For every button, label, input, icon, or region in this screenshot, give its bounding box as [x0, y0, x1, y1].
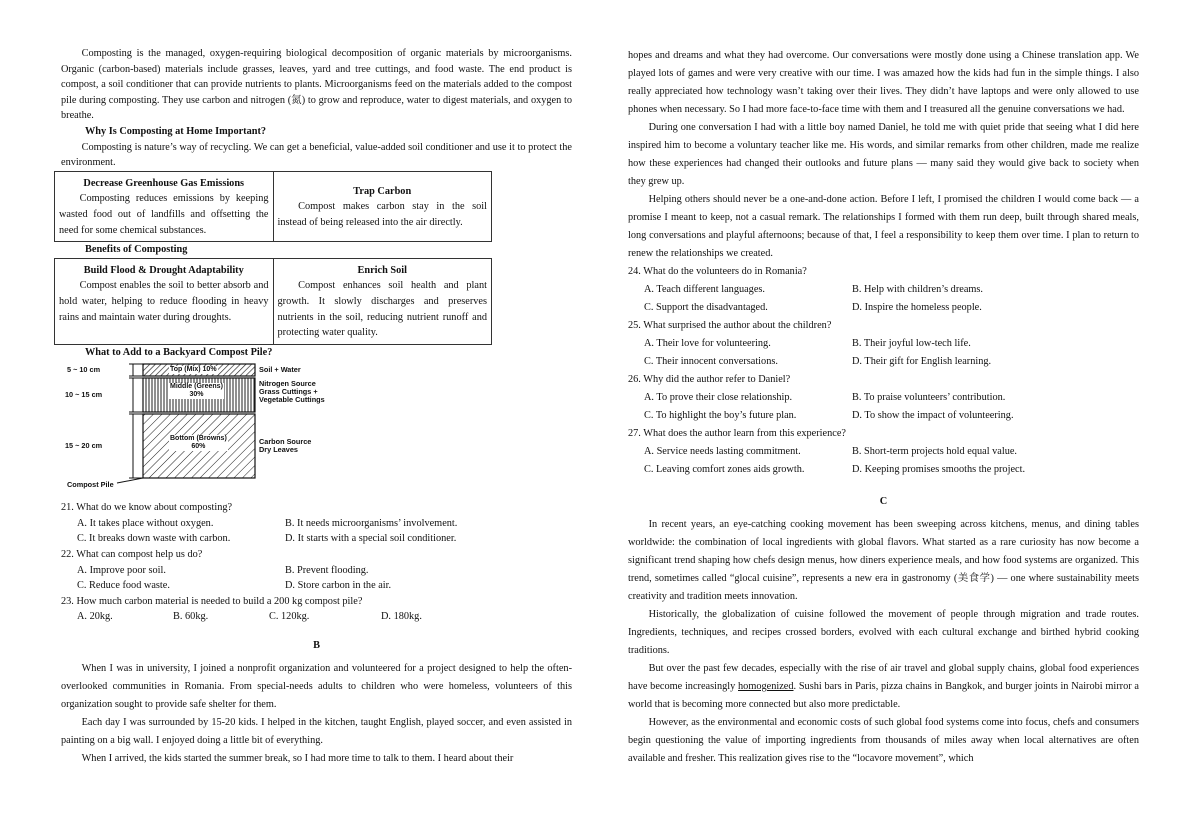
question-22 — [61, 547, 572, 594]
question-21-option-c[interactable]: C. It breaks down waste with carbon. — [77, 533, 231, 545]
emissions-text: Composting reduces emissions by keeping wasted food out of landfills and offsetting the need for some chemical substances. — [59, 193, 269, 236]
enrich-soil-title: Enrich Soil — [357, 264, 407, 276]
question-26-option-d[interactable]: D. To show the impact of volunteering. — [852, 410, 1014, 421]
nitrogen-source-title: Nitrogen Source — [259, 379, 316, 389]
nitrogen-source-item-2: Vegetable Cuttings — [259, 395, 325, 405]
question-23-option-b[interactable]: B. 60kg. — [173, 611, 209, 623]
layer-top-label: Top (Mix) 10% — [170, 366, 217, 374]
question-22-option-d[interactable]: D. Store carbon in the air. — [285, 580, 392, 592]
question-26-stem: 26. Why did the author refer to Daniel? — [628, 374, 791, 385]
question-27-option-a[interactable]: A. Service needs lasting commitment. — [644, 446, 801, 457]
question-27 — [628, 425, 1139, 479]
soil-water-label: Soil + Water — [259, 365, 301, 375]
question-24-option-c[interactable]: C. Support the disadvantaged. — [644, 302, 768, 313]
left-column — [61, 46, 572, 768]
why-paragraph: Composting is nature’s way of recycling. We can get a beneficial, value-added soil conditioner and use it to protect the environment. — [61, 141, 572, 169]
benefits-heading: Benefits of Composting — [85, 244, 188, 256]
question-25-option-a[interactable]: A. Their love for volunteering. — [644, 338, 771, 349]
passage-b-paragraph-3-cont: hopes and dreams and what they had overcome. Our conversations were mostly done using a Chinese translation app. We played lots of games and were very creative with our time. I was amazed how the kids had fun in the simple things. I also really appreciated how technology wasn’t taking over their lives. They didn’t have laptops and were only allowed to use phones when necessary. So I had more face-to-face time with them and I treasured all the genuine conversations we had. — [628, 50, 1139, 115]
question-24-option-b[interactable]: B. Help with children’s dreams. — [852, 284, 983, 295]
question-23-stem: 23. How much carbon material is needed to build a 200 kg compost pile? — [61, 595, 363, 607]
dim-top-label: 5 ~ 10 cm — [67, 365, 101, 375]
passage-b-paragraph-3: When I arrived, the kids started the summer break, so I had more time to talk to them. I heard about their — [81, 753, 514, 765]
why-heading: Why Is Composting at Home Important? — [85, 125, 267, 137]
question-25-option-b[interactable]: B. Their joyful low-tech life. — [852, 338, 971, 349]
layer-bot-name: Bottom (Browns) — [170, 435, 227, 443]
carbon-source-item: Dry Leaves — [259, 445, 298, 455]
nitrogen-source-item-1: Grass Cuttings + — [259, 387, 318, 397]
benefits-table-2 — [54, 258, 492, 345]
carbon-source-title: Carbon Source — [259, 437, 312, 447]
enrich-soil-text: Compost enhances soil health and plant growth. It slowly discharges and preserves nutrients in the soil, reducing nutrient runoff and protecting water quality. — [277, 280, 487, 339]
question-27-option-d[interactable]: D. Keeping promises smooths the project. — [852, 464, 1026, 475]
section-b-title: B — [313, 640, 320, 652]
emissions-cell — [55, 171, 274, 241]
question-27-stem: 27. What does the author learn from this experience? — [628, 428, 846, 439]
benefits-table-1 — [54, 171, 492, 242]
question-25-option-d[interactable]: D. Their gift for English learning. — [852, 356, 992, 367]
passage-b-paragraph-1: When I was in university, I joined a nonprofit organization and volunteered for a project designed to help the often-overlooked communities in Romania. From special-needs adults to children who were homeless, volunteers of this organization sought to provide safe shelter for them. — [61, 663, 572, 711]
section-c-title: C — [879, 496, 888, 507]
passage-c-paragraph-3-start: But over the past few decades, especially with the rise of air travel and global supply chains, global food experiences have become increasingly — [628, 663, 1139, 692]
question-22-option-b[interactable]: B. Prevent flooding. — [285, 564, 369, 576]
question-22-option-a[interactable]: A. Improve poor soil. — [77, 564, 166, 576]
right-column — [628, 47, 1139, 768]
layer-mid-percent: 30% — [189, 391, 204, 399]
question-23-option-c[interactable]: C. 120kg. — [269, 611, 310, 623]
dim-mid-label: 10 ~ 15 cm — [65, 390, 103, 400]
question-25-option-c[interactable]: C. Their innocent conversations. — [644, 356, 778, 367]
question-24-stem: 24. What do the volunteers do in Romania? — [628, 266, 807, 277]
question-24-option-a[interactable]: A. Teach different languages. — [644, 284, 765, 295]
question-23 — [61, 594, 572, 625]
flood-drought-text: Compost enables the soil to better absorb and hold water, helping to reduce flooding in heavy rains and maintain water during droughts. — [59, 280, 269, 323]
intro-paragraph: Composting is the managed, oxygen-requiring biological decomposition of organic materials by microorganisms. Organic (carbon-based) materials include grasses, leaves, yard and tree cuttings, and food waste. The end product is compost, a soil conditioner that can provide nutrients to plants. Microorganisms feed on the materials added to the compost pile during composting. They use carbon and nitrogen (氮) to grow and reproduce, water to digest materials, and oxygen to breathe. — [61, 48, 572, 122]
passage-c-paragraph-3-end: . Sushi bars in Paris, pizza chains in Bangkok, and burger joints in Nairobi mirror a world that is becoming more connected but also more predictable. — [628, 681, 1140, 710]
flood-drought-cell — [55, 258, 274, 344]
layer-mid-name: Middle (Greens) — [170, 383, 223, 391]
question-26-option-b[interactable]: B. To praise volunteers’ contribution. — [852, 392, 1006, 403]
question-23-option-a[interactable]: A. 20kg. — [77, 611, 113, 623]
carbon-source-label — [259, 438, 311, 454]
emissions-title: Decrease Greenhouse Gas Emissions — [83, 177, 245, 189]
layer-bot-label — [169, 435, 228, 451]
layer-bot-percent: 60% — [191, 443, 206, 451]
pile-heading: What to Add to a Backyard Compost Pile? — [85, 346, 273, 358]
nitrogen-source-label — [259, 380, 325, 404]
question-27-option-c[interactable]: C. Leaving comfort zones aids growth. — [644, 464, 805, 475]
question-21-stem: 21. What do we know about composting? — [61, 502, 233, 514]
passage-b-paragraph-4: During one conversation I had with a little boy named Daniel, he told me with quiet pride that seeing what I did here inspired him to become a voluntary teacher like me. His words, and similar remarks from other children, made me realize how these experiences had changed their outlooks and future plans — many said they would give back to society when they grew up. — [628, 122, 1139, 187]
trap-carbon-title: Trap Carbon — [353, 185, 412, 197]
question-26 — [628, 371, 1139, 425]
question-26-option-a[interactable]: A. To prove their close relationship. — [644, 392, 793, 403]
passage-c-paragraph-3 — [628, 660, 1139, 714]
compost-pile-label: Compost Pile — [67, 480, 114, 490]
question-21-option-d[interactable]: D. It starts with a special soil conditioner. — [285, 533, 457, 545]
question-21-option-b[interactable]: B. It needs microorganisms’ involvement. — [285, 517, 458, 529]
dim-bot-label: 15 ~ 20 cm — [65, 441, 103, 451]
question-23-option-d[interactable]: D. 180kg. — [381, 611, 422, 623]
underlined-word: homogenized — [738, 681, 794, 692]
compost-pile-diagram — [61, 362, 361, 497]
trap-carbon-text: Compost makes carbon stay in the soil instead of being released into the air directly. — [277, 201, 487, 228]
question-24-option-d[interactable]: D. Inspire the homeless people. — [852, 302, 982, 313]
question-25 — [628, 317, 1139, 371]
passage-c-paragraph-2: Historically, the globalization of cuisine followed the movement of people through migration and trade routes. Ingredients, techniques, and recipes crossed borders, evolved with each cultural exchange and birthed hybrid cooking traditions. — [628, 609, 1139, 656]
question-25-stem: 25. What surprised the author about the children? — [628, 320, 832, 331]
question-27-option-b[interactable]: B. Short-term projects hold equal value. — [852, 446, 1017, 457]
enrich-soil-cell — [273, 258, 492, 344]
passage-b-paragraph-2: Each day I was surrounded by 15-20 kids. I helped in the kitchen, taught English, played soccer, and even assisted in painting on a big wall. I enjoyed doing a little bit of everything. — [61, 717, 572, 747]
layer-mid-label — [169, 383, 224, 399]
passage-c-paragraph-4: However, as the environmental and economic costs of such global food systems come into focus, chefs and consumers begin questioning the value of importing ingredients from thousands of miles away when local alternatives are often available and fresher. This realization gives rise to the “locavore movement”, which — [628, 717, 1139, 764]
question-22-option-c[interactable]: C. Reduce food waste. — [77, 580, 170, 592]
flood-drought-title: Build Flood & Drought Adaptability — [83, 264, 244, 276]
question-22-stem: 22. What can compost help us do? — [61, 549, 203, 561]
question-21-option-a[interactable]: A. It takes place without oxygen. — [77, 517, 214, 529]
question-26-option-c[interactable]: C. To highlight the boy’s future plan. — [644, 410, 797, 421]
trap-carbon-cell — [273, 171, 492, 241]
passage-c-paragraph-1: In recent years, an eye-catching cooking movement has been sweeping across kitchens, menus, and dining tables worldwide: the combination of local ingredients with global flavors. What started as a rare curiosity has now become a significant trend shaping how chefs design menus, how diners experience meals, and how food systems are organized. This trend, sometimes called “glocal cuisine”, represents a new era in gastronomy (美食学) — one where sustainability meets creativity and tradition meets innovation. — [628, 519, 1139, 602]
question-24 — [628, 263, 1139, 317]
passage-b-paragraph-5: Helping others should never be a one-and-done action. Before I left, I promised the children I would come back — a promise I meant to keep, not a casual remark. The relationships I formed with them run deep, built through shared meals, long conversations and playful afternoons; because of that, I feel a responsibility to keep them over time. I plan to return to renew the relationships we created. — [628, 194, 1139, 259]
question-21 — [61, 500, 572, 547]
